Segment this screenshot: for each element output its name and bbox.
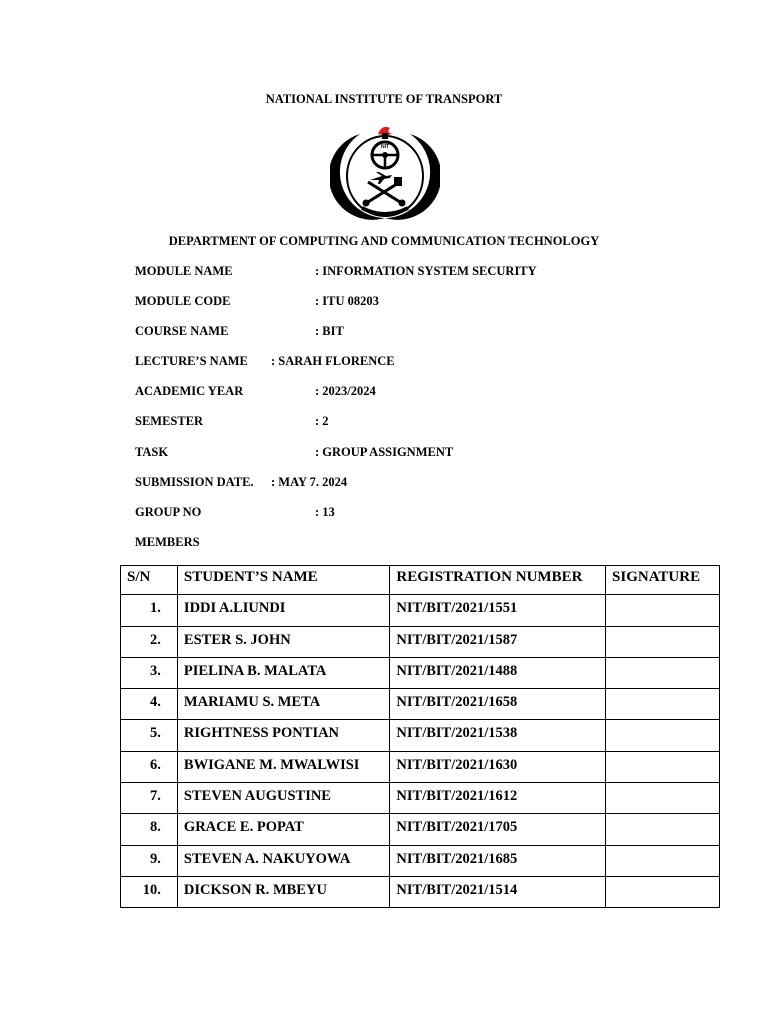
nit-logo-icon — [330, 122, 440, 222]
module-code-value: : ITU 08203 — [315, 294, 379, 308]
row-registration-number: NIT/BIT/2021/1658 — [390, 689, 606, 720]
table-row — [121, 814, 720, 845]
module-name-value: : INFORMATION SYSTEM SECURITY — [315, 264, 537, 278]
table-row — [121, 720, 720, 751]
row-registration-number: NIT/BIT/2021/1538 — [390, 720, 606, 751]
row-signature — [606, 845, 720, 876]
group-no-value: : 13 — [315, 505, 335, 519]
row-registration-number: NIT/BIT/2021/1587 — [390, 626, 606, 657]
row-sn: 6. — [121, 751, 178, 782]
row-sn: 1. — [121, 595, 178, 626]
row-student-name: IDDI A.LIUNDI — [177, 595, 389, 626]
row-registration-number: NIT/BIT/2021/1630 — [390, 751, 606, 782]
row-sn: 5. — [121, 720, 178, 751]
row-signature — [606, 720, 720, 751]
group-no-label: GROUP NO — [135, 505, 202, 519]
row-signature — [606, 814, 720, 845]
submission-date-value: : MAY 7. 2024 — [271, 475, 348, 489]
row-registration-number: NIT/BIT/2021/1551 — [390, 595, 606, 626]
submission-date-label: SUBMISSION DATE. — [135, 475, 254, 489]
module-name-label: MODULE NAME — [135, 264, 233, 278]
table-row — [121, 751, 720, 782]
row-student-name: RIGHTNESS PONTIAN — [177, 720, 389, 751]
academic-year-value: : 2023/2024 — [315, 384, 376, 398]
academic-year-label: ACADEMIC YEAR — [135, 384, 244, 398]
row-sn: 2. — [121, 626, 178, 657]
row-sn: 8. — [121, 814, 178, 845]
row-student-name: GRACE E. POPAT — [177, 814, 389, 845]
row-student-name: BWIGANE M. MWALWISI — [177, 751, 389, 782]
row-sn: 3. — [121, 657, 178, 688]
lecturer-name-value: : SARAH FLORENCE — [271, 354, 395, 368]
lecturer-name-label: LECTURE’S NAME — [135, 354, 248, 368]
svg-text:NIT: NIT — [380, 144, 390, 150]
row-registration-number: NIT/BIT/2021/1514 — [390, 876, 606, 907]
table-row — [121, 626, 720, 657]
header-signature: SIGNATURE — [606, 566, 720, 595]
page-title: NATIONAL INSTITUTE OF TRANSPORT — [265, 92, 503, 106]
table-row — [121, 689, 720, 720]
members-label: MEMBERS — [135, 535, 200, 549]
row-student-name: STEVEN A. NAKUYOWA — [177, 845, 389, 876]
semester-label: SEMESTER — [135, 414, 204, 428]
table-header-row — [121, 566, 720, 595]
row-registration-number: NIT/BIT/2021/1612 — [390, 783, 606, 814]
task-label: TASK — [135, 445, 169, 459]
header-registration-number: REGISTRATION NUMBER — [390, 566, 606, 595]
row-student-name: PIELINA B. MALATA — [177, 657, 389, 688]
course-name-value: : BIT — [315, 324, 344, 338]
row-sn: 7. — [121, 783, 178, 814]
table-row — [121, 845, 720, 876]
row-signature — [606, 595, 720, 626]
module-code-label: MODULE CODE — [135, 294, 231, 308]
row-student-name: MARIAMU S. META — [177, 689, 389, 720]
row-signature — [606, 751, 720, 782]
row-sn: 9. — [121, 845, 178, 876]
table-row — [121, 657, 720, 688]
row-student-name: DICKSON R. MBEYU — [177, 876, 389, 907]
row-registration-number: NIT/BIT/2021/1685 — [390, 845, 606, 876]
table-row — [121, 876, 720, 907]
members-table — [120, 565, 720, 908]
row-student-name: STEVEN AUGUSTINE — [177, 783, 389, 814]
course-name-label: COURSE NAME — [135, 324, 229, 338]
table-row — [121, 595, 720, 626]
department-title: DEPARTMENT OF COMPUTING AND COMMUNICATION TECHNOLOGY — [168, 234, 600, 248]
header-sn: S/N — [121, 566, 178, 595]
table-row — [121, 783, 720, 814]
row-sn: 10. — [121, 876, 178, 907]
row-sn: 4. — [121, 689, 178, 720]
row-signature — [606, 657, 720, 688]
row-signature — [606, 783, 720, 814]
header-student-name: STUDENT’S NAME — [177, 566, 389, 595]
row-registration-number: NIT/BIT/2021/1705 — [390, 814, 606, 845]
task-value: : GROUP ASSIGNMENT — [315, 445, 454, 459]
row-registration-number: NIT/BIT/2021/1488 — [390, 657, 606, 688]
row-signature — [606, 626, 720, 657]
row-student-name: ESTER S. JOHN — [177, 626, 389, 657]
row-signature — [606, 689, 720, 720]
row-signature — [606, 876, 720, 907]
semester-value: : 2 — [315, 414, 329, 428]
